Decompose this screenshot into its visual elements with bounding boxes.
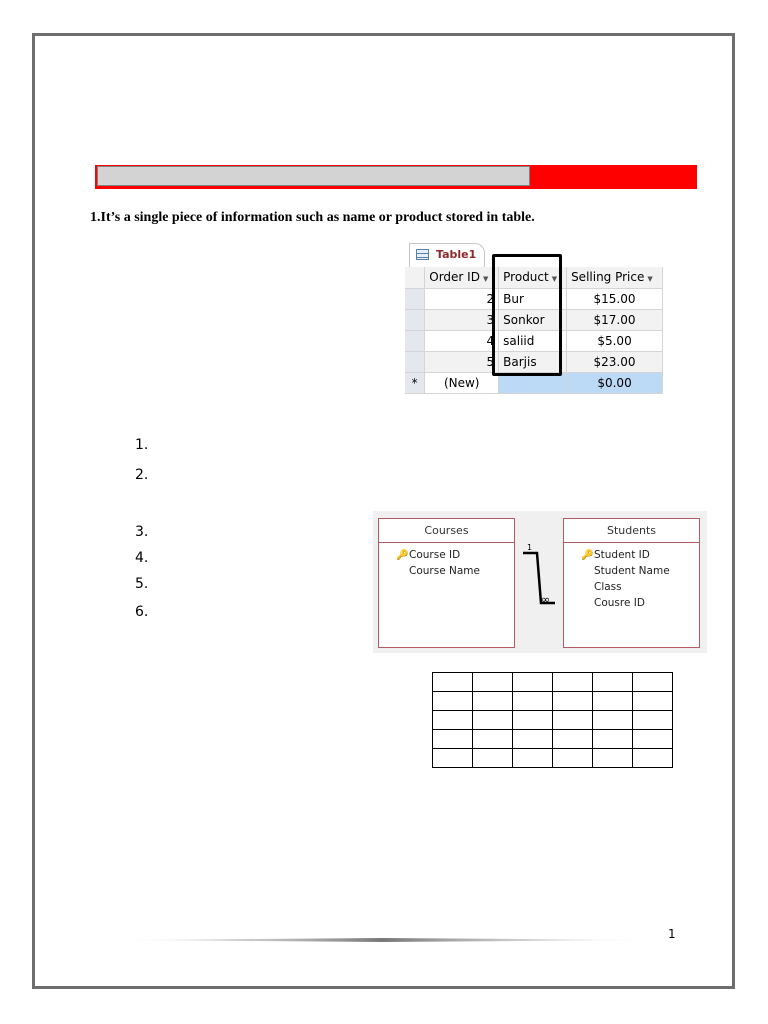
table-row (433, 673, 673, 692)
field-course-id-fk[interactable]: Cousre ID (594, 597, 645, 609)
field-course-name[interactable]: Course Name (409, 565, 480, 577)
question-text: 1.It’s a single piece of information such as name or product stored in table. (90, 210, 535, 225)
column-header-order-id[interactable]: Order ID ▼ (425, 267, 499, 288)
list-item: 3. (135, 524, 149, 540)
tab-label: Table1 (436, 248, 477, 261)
table-row (433, 730, 673, 749)
heading-bar (95, 165, 697, 189)
field-student-name[interactable]: Student Name (594, 565, 670, 577)
tab-table1[interactable] (409, 243, 485, 267)
cell-order-id[interactable]: 2 (425, 288, 499, 309)
relationship-diagram (373, 511, 707, 653)
cell-order-id[interactable]: 5 (425, 351, 499, 372)
record-selector[interactable] (405, 288, 425, 309)
table-icon (416, 249, 429, 260)
footer-rule (110, 938, 655, 942)
cell-order-id[interactable]: 4 (425, 330, 499, 351)
dropdown-arrow-icon[interactable]: ▼ (551, 275, 558, 284)
cell-selling-price-new[interactable]: $0.00 (567, 372, 663, 393)
field-list (564, 543, 699, 611)
cell-selling-price[interactable]: $17.00 (567, 309, 663, 330)
table-title: Courses (379, 519, 514, 543)
list-item: 5. (135, 576, 149, 592)
table-row (433, 692, 673, 711)
primary-key-icon: 🔑 (396, 550, 409, 561)
dropdown-arrow-icon[interactable]: ▼ (482, 275, 489, 284)
record-selector[interactable] (405, 351, 425, 372)
cell-selling-price[interactable]: $15.00 (567, 288, 663, 309)
access-table-screenshot (405, 241, 663, 401)
field-list (379, 543, 514, 579)
column-header-selling-price[interactable]: Selling Price ▼ (567, 267, 663, 288)
cell-product[interactable]: Sonkor (499, 309, 567, 330)
cell-order-id-new[interactable]: (New) (425, 372, 499, 393)
column-header-product[interactable]: Product ▼ (499, 267, 567, 288)
page-number: 1 (668, 927, 676, 941)
join-line (523, 553, 555, 603)
list-item: 6. (135, 604, 149, 620)
list-item: 4. (135, 550, 149, 566)
product-column-highlight (492, 254, 562, 376)
cell-product[interactable]: Bur (499, 288, 567, 309)
table-row (433, 711, 673, 730)
heading-bar-gray-field (97, 166, 530, 186)
field-course-id[interactable]: 🔑 Course ID (379, 547, 514, 563)
table-row (433, 749, 673, 768)
courses-table-box[interactable] (378, 518, 515, 648)
dropdown-arrow-icon[interactable]: ▼ (647, 275, 653, 284)
record-selector[interactable] (405, 309, 425, 330)
empty-grid-table (432, 672, 673, 768)
field-class[interactable]: Class (594, 581, 622, 593)
field-student-id[interactable]: 🔑 Student ID (564, 547, 699, 563)
primary-key-icon: 🔑 (581, 550, 594, 561)
relationship-line (515, 541, 565, 611)
new-record-marker: * (405, 372, 425, 393)
students-table-box[interactable] (563, 518, 700, 648)
one-side-label: 1 (527, 543, 533, 552)
table-title: Students (564, 519, 699, 543)
list-item: 1. (135, 437, 149, 453)
cell-selling-price[interactable]: $5.00 (567, 330, 663, 351)
cell-selling-price[interactable]: $23.00 (567, 351, 663, 372)
list-item: 2. (135, 467, 149, 483)
select-all-corner[interactable] (405, 267, 425, 288)
cell-product[interactable]: saliid (499, 330, 567, 351)
record-selector[interactable] (405, 330, 425, 351)
cell-product[interactable]: Barjis (499, 351, 567, 372)
cell-order-id[interactable]: 3 (425, 309, 499, 330)
many-side-label: ∞ (541, 593, 551, 606)
